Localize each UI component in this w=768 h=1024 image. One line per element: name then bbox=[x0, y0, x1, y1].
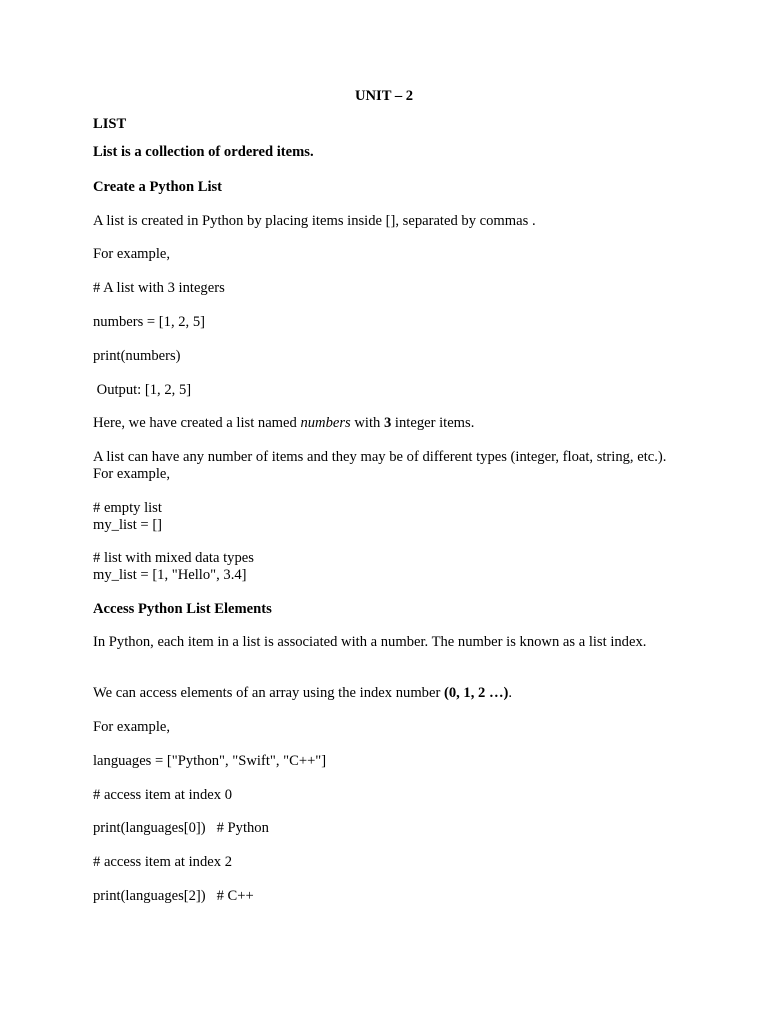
code-print-index0: print(languages[0]) # Python bbox=[93, 820, 269, 836]
code-comment-mixed: # list with mixed data types bbox=[93, 550, 254, 566]
types-description: A list can have any number of items and they may be of different types (integer, float, string, etc.). For example, bbox=[93, 449, 667, 482]
code-languages-assignment: languages = ["Python", "Swift", "C++"] bbox=[93, 753, 327, 769]
access-heading: Access Python List Elements bbox=[93, 601, 272, 617]
numbers-explanation-mid: with bbox=[350, 415, 384, 431]
code-comment-index0: # access item at index 0 bbox=[93, 787, 232, 803]
code-empty-list: my_list = [] bbox=[93, 517, 163, 533]
numbers-explanation-italic: numbers bbox=[300, 415, 351, 431]
code-comment-integers: # A list with 3 integers bbox=[93, 280, 225, 296]
numbers-explanation bbox=[93, 415, 474, 432]
section-title: LIST bbox=[93, 116, 127, 132]
create-list-description: A list is created in Python by placing items inside [], separated by commas . bbox=[93, 213, 536, 229]
code-comment-empty-list: # empty list bbox=[93, 500, 162, 516]
for-example-text: For example, bbox=[93, 246, 171, 262]
numbers-explanation-post: integer items. bbox=[391, 415, 475, 431]
code-print-numbers: print(numbers) bbox=[93, 348, 181, 364]
access-description-bold: (0, 1, 2 …) bbox=[443, 685, 509, 701]
output-line: Output: [1, 2, 5] bbox=[93, 382, 192, 398]
create-list-heading: Create a Python List bbox=[93, 179, 223, 195]
numbers-explanation-bold: 3 bbox=[383, 415, 392, 431]
index-description: In Python, each item in a list is associated with a number. The number is known as a list index. bbox=[93, 634, 647, 650]
code-comment-index2: # access item at index 2 bbox=[93, 854, 232, 870]
code-mixed-list: my_list = [1, "Hello", 3.4] bbox=[93, 567, 247, 583]
access-description bbox=[93, 685, 512, 702]
access-description-pre: We can access elements of an array using the index number bbox=[93, 685, 444, 701]
code-print-index2: print(languages[2]) # C++ bbox=[93, 888, 254, 904]
access-description-post: . bbox=[508, 685, 513, 701]
numbers-explanation-pre: Here, we have created a list named bbox=[93, 415, 301, 431]
code-numbers-assignment: numbers = [1, 2, 5] bbox=[93, 314, 205, 330]
unit-title: UNIT – 2 bbox=[354, 88, 414, 104]
list-definition: List is a collection of ordered items. bbox=[93, 144, 314, 160]
for-example-text-2: For example, bbox=[93, 719, 171, 735]
